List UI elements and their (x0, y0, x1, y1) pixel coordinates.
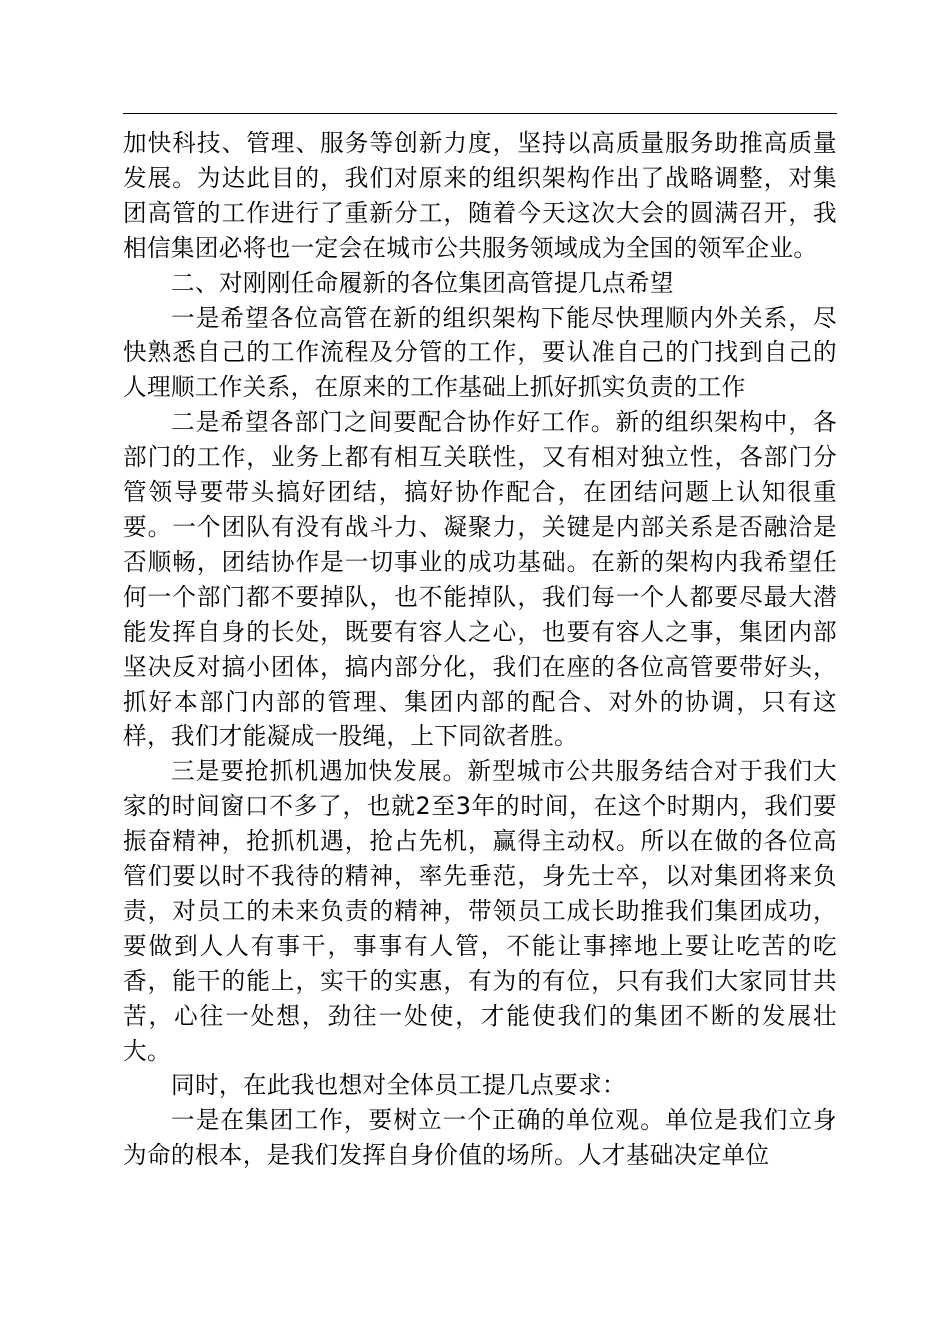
section-heading-2: 二、对刚刚任命履新的各位集团高管提几点希望 (171, 268, 674, 297)
paragraph-hope-3: 三是要抢抓机遇加快发展。新型城市公共服务结合对于我们大家的时间窗口不多了，也就2至3年的时间，在这个时期内，我们要振奋精神，抢抓机遇，抢占先机，赢得主动权。所以在做的各位高管们要以时不我待的精神，率先垂范，身先士卒，以对集团将来负责，对员工的未来负责的精神，带领员工成长助推我们集团成功，要做到人人有事干，事事有人管，不能让事摔地上要让吃苦的吃香，能干的能上，实干的实惠，有为的有位，只有我们大家同甘共苦，心往一处想，劲往一处使，才能使我们的集团不断的发展壮大。 (123, 757, 837, 1065)
paragraph-hope-1: 一是希望各位高管在新的组织架构下能尽快理顺内外关系，尽快熟悉自己的工作流程及分管的工作，要认准自己的门找到自己的人理顺工作关系，在原来的工作基础上抓好抓实负责的工作 (123, 303, 837, 402)
paragraph-hope-2: 二是希望各部门之间要配合协作好工作。新的组织架构中，各部门的工作，业务上都有相互关联性，又有相对独立性，各部门分管领导要带头搞好团结，搞好协作配合，在团结问题上认知很重要。一个团队有没有战斗力、凝聚力，关键是内部关系是否融洽是否顺畅，团结协作是一切事业的成功基础。在新的架构内我希望任何一个部门都不要掉队，也不能掉队，我们每一个人都要尽最大潜能发挥自身的长处，既要有容人之心，也要有容人之事，集团内部坚决反对搞小团体，搞内部分化，我们在座的各位高管要带好头，抓好本部门内部的管理、集团内部的配合、对外的协调，只有这样，我们才能凝成一股绳，上下同欲者胜。 (123, 408, 837, 751)
paragraph-requirements-intro: 同时，在此我也想对全体员工提几点要求： (171, 1071, 626, 1100)
header-rule (123, 113, 837, 114)
paragraph-1: 加快科技、管理、服务等创新力度，坚持以高质量服务助推高质量发展。为达此目的，我们对原来的组织架构作出了战略调整，对集团高管的工作进行了重新分工，随着今天这次大会的圆满召开，我相信集团必将也一定会在城市公共服务领域成为全国的领军企业。 (123, 129, 837, 262)
paragraph-requirement-1: 一是在集团工作，要树立一个正确的单位观。单位是我们立身为命的根本，是我们发挥自身价值的场所。人才基础决定单位 (123, 1106, 837, 1170)
body-text (123, 126, 837, 1173)
